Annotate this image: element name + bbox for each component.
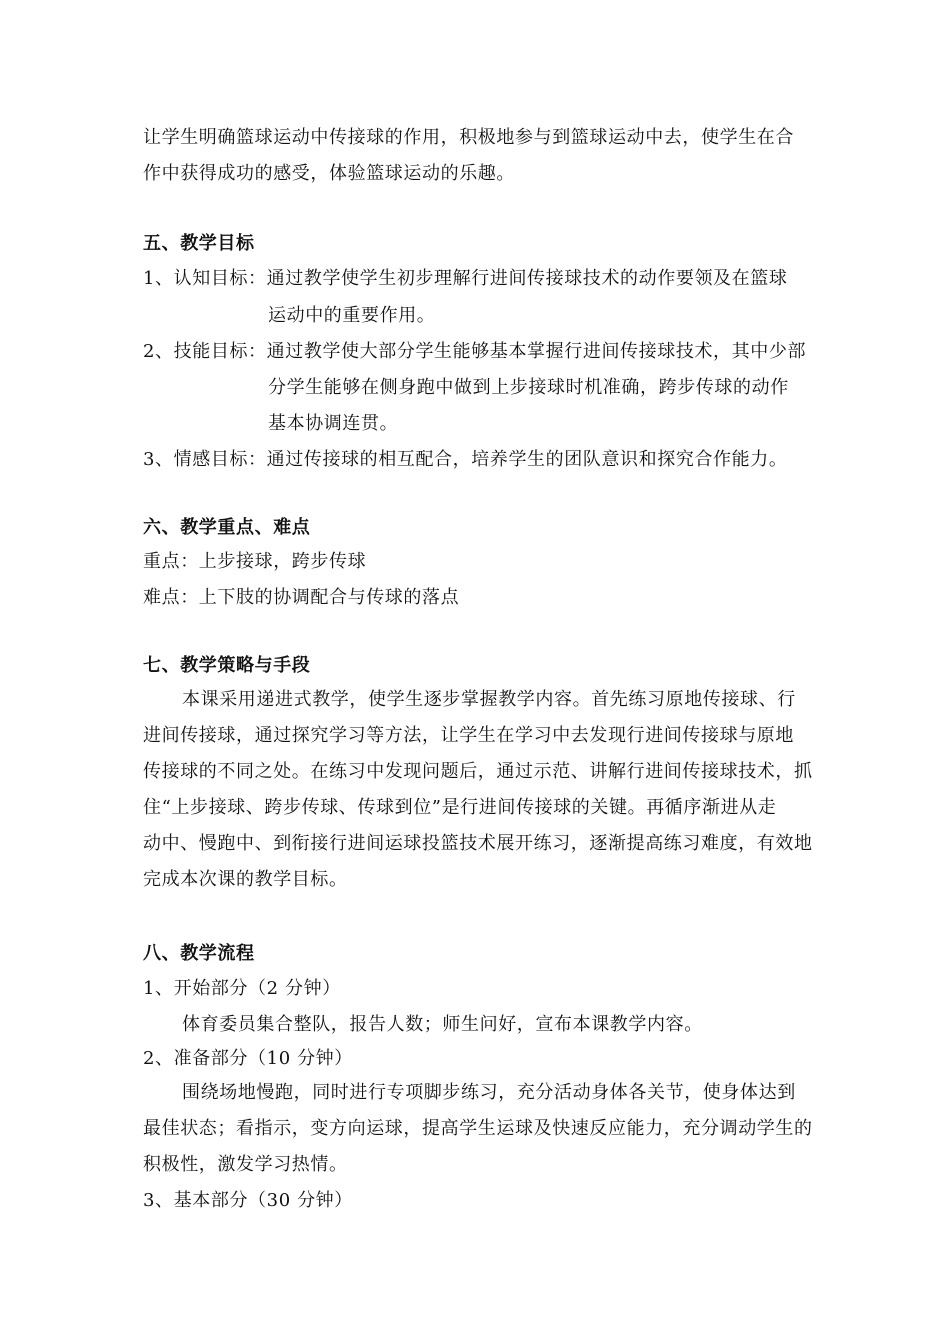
strategy-line-5: 动中、慢跑中、到衔接行进间运球投篮技术展开练习，逐渐提高练习难度，有效地 bbox=[143, 833, 813, 854]
strategy-line-1: 本课采用递进式教学，使学生逐步掌握教学内容。首先练习原地传接球、行 bbox=[182, 689, 796, 710]
flow-part-2-line-3: 积极性，激发学习热情。 bbox=[143, 1154, 348, 1175]
flow-part-1-text: 体育委员集合整队，报告人数；师生问好，宣布本课教学内容。 bbox=[182, 1014, 703, 1035]
goal-emotional: 3、情感目标：通过传接球的相互配合，培养学生的团队意识和探究合作能力。 bbox=[143, 449, 788, 470]
flow-part-2-title: 2、准备部分（10 分钟） bbox=[143, 1048, 353, 1069]
goal-skill-cont-1: 分学生能够在侧身跑中做到上步接球时机准确，跨步传球的动作 bbox=[268, 377, 789, 398]
strategy-line-2: 进间传接球，通过探究学习等方法，让学生在学习中去发现行进间传接球与原地 bbox=[143, 725, 794, 746]
strategy-line-3: 传接球的不同之处。在练习中发现问题后，通过示范、讲解行进间传接球技术，抓 bbox=[143, 761, 813, 782]
flow-part-2-line-2: 最佳状态；看指示，变方向运球，提高学生运球及快速反应能力，充分调动学生的 bbox=[143, 1118, 813, 1139]
goal-skill: 2、技能目标：通过教学使大部分学生能够基本掌握行进间传接球技术，其中少部 bbox=[143, 341, 807, 362]
strategy-line-4: 住“上步接球、跨步传球、传球到位”是行进间传接球的关键。再循序渐进从走 bbox=[143, 797, 777, 818]
goal-cognitive-cont: 运动中的重要作用。 bbox=[268, 305, 436, 326]
flow-part-2-line-1: 围绕场地慢跑，同时进行专项脚步练习，充分活动身体各关节，使身体达到 bbox=[182, 1082, 796, 1103]
section-6-heading: 六、教学重点、难点 bbox=[143, 517, 311, 538]
flow-part-3-title: 3、基本部分（30 分钟） bbox=[143, 1190, 353, 1211]
goal-cognitive: 1、认知目标：通过教学使学生初步理解行进间传接球技术的动作要领及在篮球 bbox=[143, 268, 788, 289]
strategy-line-6: 完成本次课的教学目标。 bbox=[143, 869, 348, 890]
section-7-heading: 七、教学策略与手段 bbox=[143, 655, 311, 676]
difficulty-point: 难点：上下肢的协调配合与传球的落点 bbox=[143, 587, 460, 608]
intro-line-2: 作中获得成功的感受，体验篮球运动的乐趣。 bbox=[143, 163, 515, 184]
intro-line-1: 让学生明确篮球运动中传接球的作用，积极地参与到篮球运动中去，使学生在合 bbox=[143, 127, 794, 148]
section-5-heading: 五、教学目标 bbox=[143, 233, 255, 254]
flow-part-1-title: 1、开始部分（2 分钟） bbox=[143, 978, 341, 999]
section-8-heading: 八、教学流程 bbox=[143, 943, 255, 964]
key-point: 重点：上步接球，跨步传球 bbox=[143, 551, 367, 572]
goal-skill-cont-2: 基本协调连贯。 bbox=[268, 413, 399, 434]
